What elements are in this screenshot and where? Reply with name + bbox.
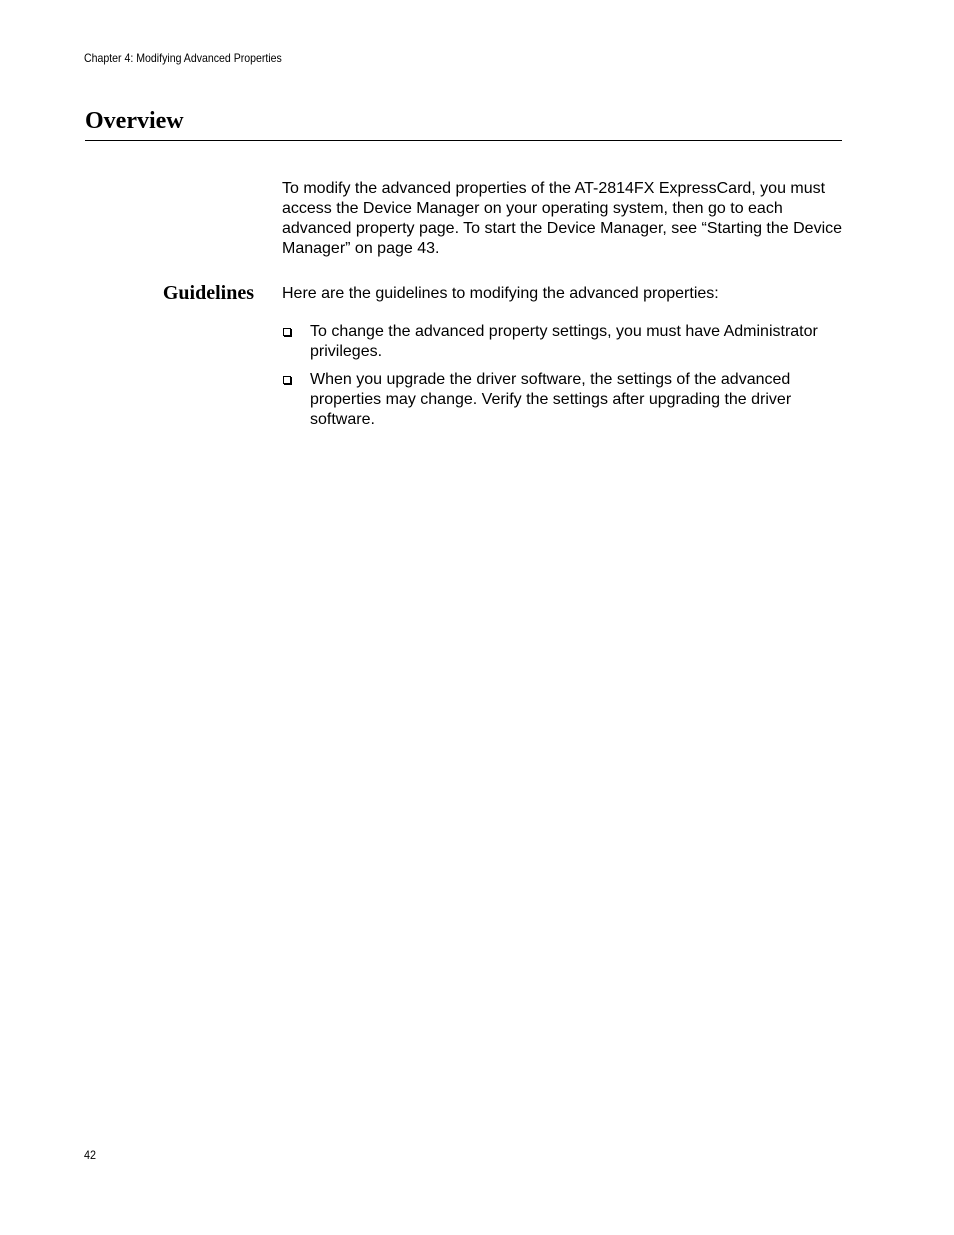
overview-paragraph: To modify the advanced properties of the AT-2814FX ExpressCard, you must access the Device Manager on your operating system, then go to each advanced property page. To start the Device Manager, see “Starting the Device Manager” on page 43. (282, 180, 843, 257)
guidelines-intro: Here are the guidelines to modifying the advanced properties: (282, 285, 719, 302)
section-title: Overview (85, 108, 184, 134)
title-divider (85, 140, 842, 141)
checkbox-bullet-icon (283, 328, 291, 336)
list-item-text: To change the advanced property settings, you must have Administrator privileges. (310, 323, 818, 360)
list-item-text: When you upgrade the driver software, the settings of the advanced properties may change. Verify the settings after upgrading the driver software. (310, 371, 792, 428)
guidelines-list (282, 322, 844, 438)
running-header: Chapter 4: Modifying Advanced Properties (84, 51, 282, 65)
list-item (282, 322, 844, 362)
page-number: 42 (84, 1148, 97, 1162)
checkbox-bullet-icon (283, 376, 291, 384)
list-item (282, 370, 844, 430)
guidelines-heading: Guidelines (162, 282, 254, 304)
